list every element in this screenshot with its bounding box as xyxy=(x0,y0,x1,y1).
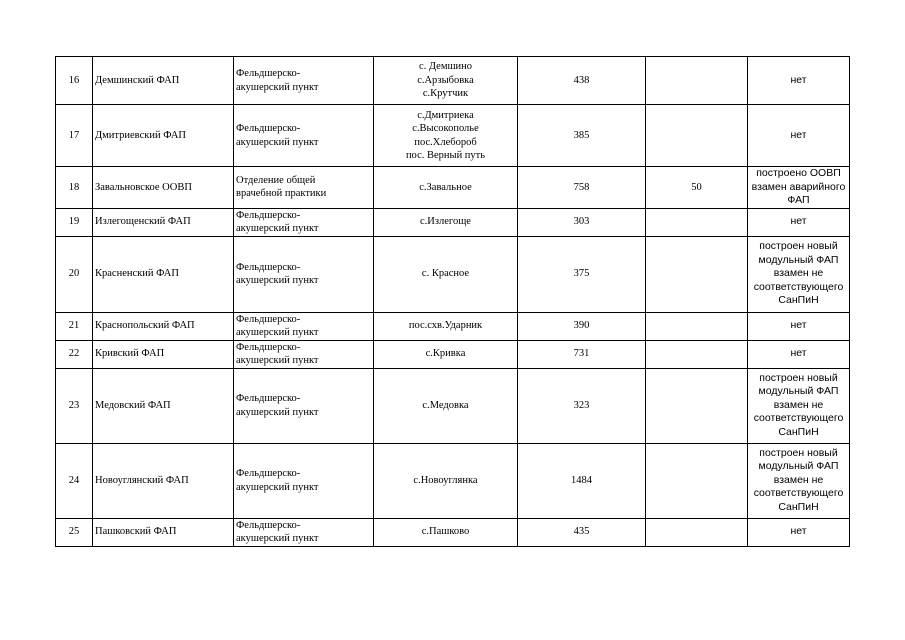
table-row xyxy=(56,368,850,443)
settlement-name: с.Завальное xyxy=(419,181,472,193)
status-note xyxy=(748,236,850,312)
facility-type xyxy=(234,57,374,105)
status-note xyxy=(748,518,850,546)
facility-type-line: Фельдшерско- xyxy=(236,468,301,479)
status-note-line: взамен не xyxy=(773,473,824,486)
facility-type-line: Фельдшерско- xyxy=(236,341,301,353)
settlement-name: с.Пашково xyxy=(421,526,470,538)
table-row xyxy=(56,312,850,340)
status-note-line: модульный ФАП xyxy=(758,253,839,266)
facility-type-line: акушерский пункт xyxy=(236,355,319,366)
row-number: 23 xyxy=(56,368,93,443)
facility-type xyxy=(234,443,374,518)
status-note-line: построено ООВП xyxy=(756,167,841,179)
table-row xyxy=(56,340,850,368)
status-note-line: ФАП xyxy=(787,194,810,206)
status-note xyxy=(748,167,850,209)
table-row xyxy=(56,105,850,167)
settlement-name: с.Дмитриека xyxy=(417,109,474,121)
row-number: 25 xyxy=(56,518,93,546)
facility-type-line: Фельдшерско- xyxy=(236,313,301,325)
table-row xyxy=(56,167,850,209)
facility-type xyxy=(234,167,374,209)
settlements xyxy=(374,518,518,546)
facility-name: Пашковский ФАП xyxy=(93,518,234,546)
status-note xyxy=(748,57,850,105)
status-note-line: нет xyxy=(790,215,807,228)
facility-type xyxy=(234,518,374,546)
facility-type-line: акушерский пункт xyxy=(236,406,319,418)
settlements xyxy=(374,57,518,105)
settlement-name: с.Излегоще xyxy=(420,216,471,228)
facility-type-line: акушерский пункт xyxy=(236,81,319,93)
capacity-value xyxy=(646,443,748,518)
facility-name: Демшинский ФАП xyxy=(93,57,234,105)
status-note xyxy=(748,340,850,368)
facility-type xyxy=(234,368,374,443)
facility-name: Излегощенский ФАП xyxy=(93,208,234,236)
facilities-table xyxy=(55,56,850,547)
status-note-line: модульный ФАП xyxy=(758,385,839,398)
row-number: 21 xyxy=(56,312,93,340)
settlement-name: с.Высокополье xyxy=(412,123,479,134)
facility-type xyxy=(234,340,374,368)
settlement-name: с. Красное xyxy=(421,268,470,280)
status-note xyxy=(748,443,850,518)
population-count: 375 xyxy=(518,236,646,312)
facility-name: Дмитриевский ФАП xyxy=(93,105,234,167)
facility-type-line: Фельдшерско- xyxy=(236,393,301,404)
facility-type xyxy=(234,236,374,312)
facility-name: Краснопольский ФАП xyxy=(93,312,234,340)
status-note-line: взамен аварийного xyxy=(751,180,846,193)
population-count: 303 xyxy=(518,208,646,236)
settlements xyxy=(374,340,518,368)
facility-type-line: акушерский пункт xyxy=(236,481,319,493)
facility-name: Кривский ФАП xyxy=(93,340,234,368)
population-count: 1484 xyxy=(518,443,646,518)
table-body xyxy=(56,57,850,547)
capacity-value xyxy=(646,208,748,236)
facility-name: Красненский ФАП xyxy=(93,236,234,312)
settlements xyxy=(374,368,518,443)
table-row xyxy=(56,57,850,105)
facility-type-line: акушерский пункт xyxy=(236,136,319,148)
facility-type-line: Фельдшерско- xyxy=(236,261,301,273)
facility-type-line: акушерский пункт xyxy=(236,327,319,338)
facility-type-line: акушерский пункт xyxy=(236,223,319,234)
settlements xyxy=(374,167,518,209)
facility-type-line: Отделение общей xyxy=(236,174,316,186)
capacity-value xyxy=(646,312,748,340)
facility-type xyxy=(234,312,374,340)
status-note-line: соответствующего xyxy=(753,280,844,293)
status-note-line: построен новый xyxy=(759,240,838,253)
facility-name: Завальновское ООВП xyxy=(93,167,234,209)
status-note xyxy=(748,368,850,443)
settlement-name: пос. Верный путь xyxy=(405,150,486,161)
capacity-value xyxy=(646,518,748,546)
facility-type-line: врачебной практики xyxy=(236,188,327,200)
status-note-line: нет xyxy=(790,319,807,332)
status-note xyxy=(748,208,850,236)
status-note-line: нет xyxy=(790,347,807,360)
facility-type-line: акушерский пункт xyxy=(236,275,319,286)
status-note-line: СанПиН xyxy=(778,425,819,438)
facility-type-line: Фельдшерско- xyxy=(236,209,301,221)
row-number: 19 xyxy=(56,208,93,236)
row-number: 24 xyxy=(56,443,93,518)
settlements xyxy=(374,312,518,340)
status-note-line: соответствующего xyxy=(753,487,844,500)
settlement-name: с.Арзыбовка xyxy=(417,74,474,86)
facility-type-line: Фельдшерско- xyxy=(236,68,301,79)
status-note-line: СанПиН xyxy=(778,294,819,307)
row-number: 22 xyxy=(56,340,93,368)
settlement-name: с. Демшино xyxy=(418,61,473,73)
table-row xyxy=(56,518,850,546)
settlements xyxy=(374,236,518,312)
settlement-name: с.Кривка xyxy=(425,348,466,360)
settlements xyxy=(374,443,518,518)
status-note-line: построен новый xyxy=(759,371,838,384)
status-note-line: соответствующего xyxy=(753,412,844,425)
capacity-value: 50 xyxy=(646,167,748,209)
facility-type-line: Фельдшерско- xyxy=(236,519,301,531)
capacity-value xyxy=(646,340,748,368)
row-number: 17 xyxy=(56,105,93,167)
settlement-name: с.Новоуглянка xyxy=(413,474,478,486)
status-note-line: взамен не xyxy=(773,398,824,411)
facility-name: Медовский ФАП xyxy=(93,368,234,443)
settlement-name: пос.схв.Ударник xyxy=(408,320,483,332)
status-note-line: нет xyxy=(790,73,807,86)
settlements xyxy=(374,105,518,167)
capacity-value xyxy=(646,368,748,443)
facility-type xyxy=(234,105,374,167)
table-row xyxy=(56,236,850,312)
table-row xyxy=(56,443,850,518)
capacity-value xyxy=(646,236,748,312)
status-note-line: модульный ФАП xyxy=(758,460,839,473)
population-count: 731 xyxy=(518,340,646,368)
settlement-name: с.Крутчик xyxy=(422,88,469,100)
settlements xyxy=(374,208,518,236)
status-note xyxy=(748,105,850,167)
table-row xyxy=(56,208,850,236)
settlement-name: с.Медовка xyxy=(422,399,469,411)
status-note xyxy=(748,312,850,340)
population-count: 323 xyxy=(518,368,646,443)
row-number: 18 xyxy=(56,167,93,209)
status-note-line: взамен не xyxy=(773,267,824,280)
facility-name: Новоуглянский ФАП xyxy=(93,443,234,518)
capacity-value xyxy=(646,57,748,105)
facility-type-line: Фельдшерско- xyxy=(236,123,301,134)
row-number: 16 xyxy=(56,57,93,105)
status-note-line: СанПиН xyxy=(778,500,819,513)
status-note-line: построен новый xyxy=(759,446,838,459)
population-count: 758 xyxy=(518,167,646,209)
population-count: 390 xyxy=(518,312,646,340)
facility-type xyxy=(234,208,374,236)
facility-type-line: акушерский пункт xyxy=(236,533,319,544)
status-note-line: нет xyxy=(790,525,807,538)
population-count: 438 xyxy=(518,57,646,105)
row-number: 20 xyxy=(56,236,93,312)
capacity-value xyxy=(646,105,748,167)
settlement-name: пос.Хлебороб xyxy=(414,136,477,148)
population-count: 385 xyxy=(518,105,646,167)
status-note-line: нет xyxy=(790,128,807,141)
population-count: 435 xyxy=(518,518,646,546)
